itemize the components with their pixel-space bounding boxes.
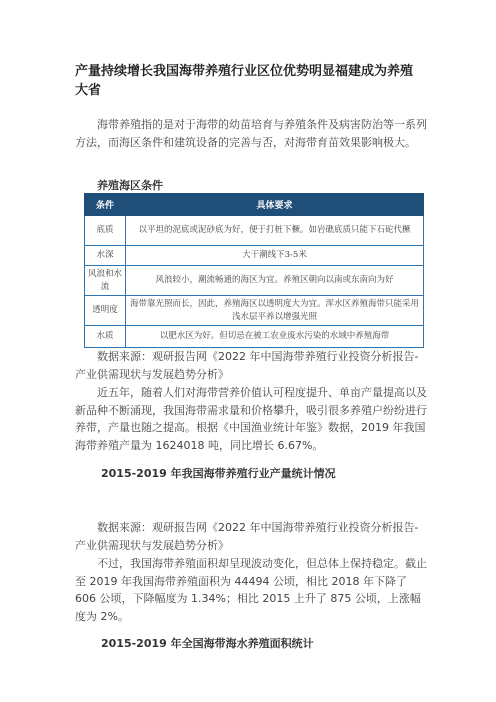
area-paragraph: 不过，我国海带养殖面积却呈现波动变化，但总体上保持稳定。截止至 2019 年我国海带养殖面积为 44494 公顷，相比 2018 年下降了 606 公顷，下降幅度为 1.34%；相比 2015 上升了 875 公顷，上涨幅度为 2%。 — [75, 557, 427, 623]
table-row — [85, 296, 424, 326]
table-row — [85, 216, 424, 246]
table-heading: 养殖海区条件 — [97, 179, 163, 192]
table-header-requirement: 具体要求 — [126, 194, 424, 216]
table-cell-condition: 底质 — [85, 216, 126, 246]
table-row — [85, 246, 424, 266]
table-cell-requirement: 海带靠光照而长，因此，养殖海区以透明度大为宜。浑水区养殖海带只能采用浅水层平养以增强光照 — [126, 296, 424, 326]
table-row — [85, 266, 424, 296]
table-row — [85, 326, 424, 348]
chart2-title: 2015-2019 年全国海带海水养殖面积统计 — [101, 637, 314, 650]
table-cell-requirement: 风浪较小，潮流畅通的海区为宜。养殖区朝向以南或东南向为好 — [126, 266, 424, 296]
conditions-table — [84, 193, 424, 348]
table-cell-condition: 水质 — [85, 326, 126, 348]
table-cell-requirement: 以肥水区为好。但切忌在被工农业废水污染的水域中养殖海带 — [126, 326, 424, 348]
production-paragraph: 近五年，随着人们对海带营养价值认可程度提升、单亩产量提高以及新品种不断涌现，我国海带需求量和价格攀升，吸引很多养殖户纷纷进行养带，产量也随之提高。根据《中国渔业统计年鉴》数据，2019 年我国海带养殖产量为 1624018 吨，同比增长 6.67%。 — [75, 386, 427, 452]
table-header-row — [85, 194, 424, 216]
intro-paragraph: 海带养殖指的是对于海带的幼苗培育与养殖条件及病害防治等一系列方法，而海区条件和建筑设备的完善与否，对海带育苗效果影响极大。 — [75, 118, 427, 149]
table-cell-condition: 透明度 — [85, 296, 126, 326]
table-cell-condition: 水深 — [85, 246, 126, 266]
article-title: 产量持续增长我国海带养殖行业区位优势明显福建成为养殖大省 — [75, 64, 414, 98]
table-cell-condition: 风浪和水流 — [85, 266, 126, 296]
table-cell-requirement: 大干潮线下3-5米 — [126, 246, 424, 266]
chart1-title: 2015-2019 年我国海带养殖行业产量统计情况 — [101, 467, 336, 480]
source-note-2: 数据来源：观研报告网《2022 年中国海带养殖行业投资分析报告-产业供需现状与发展趋势分析》 — [75, 521, 419, 552]
table-header-condition: 条件 — [85, 194, 126, 216]
source-note-1: 数据来源：观研报告网《2022 年中国海带养殖行业投资分析报告-产业供需现状与发展趋势分析》 — [75, 350, 419, 381]
table-cell-requirement: 以平坦的泥底或泥砂底为好，便于打桩下橛。如岩礁底质只能下石砣代橛 — [126, 216, 424, 246]
